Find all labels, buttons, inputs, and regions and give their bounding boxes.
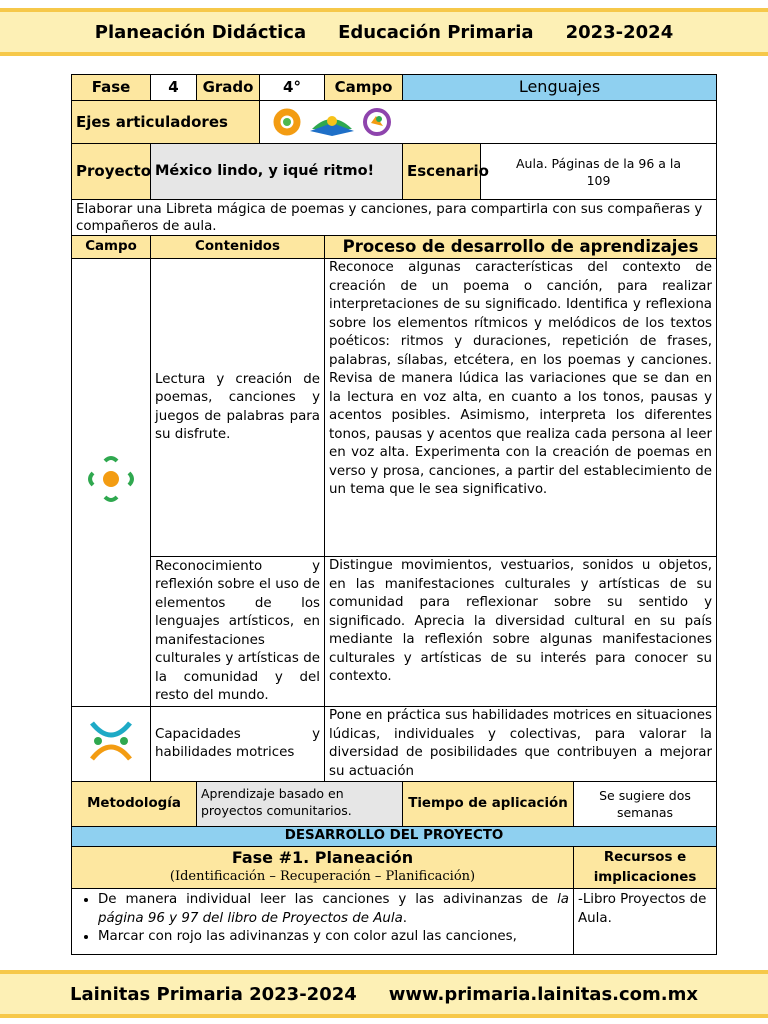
proceso-3: Pone en práctica sus habilidades motrices en situaciones lúdicas, individuales y colectivas, para valorar la diversidad de posibilidades que contribuyen a mejorar su actuación — [325, 707, 717, 782]
fase-label: Fase — [72, 75, 151, 101]
ejes-label: Ejes articuladores — [72, 101, 260, 144]
phase-activities — [72, 889, 574, 955]
activity-2: • Marcar con rojo las adivinanzas y con color azul las canciones, — [98, 928, 569, 947]
proyecto-label: Proyecto — [72, 144, 151, 200]
header-year: 2023-2024 — [565, 21, 674, 43]
contenido-3: Capacidades y habilidades motrices — [151, 707, 325, 782]
contenido-1: Lectura y creación de poemas, canciones y juegos de palabras para su disfrute. — [151, 259, 325, 557]
tiempo-value: Se sugiere dos semanas — [574, 782, 717, 827]
header-level: Educación Primaria — [338, 21, 534, 43]
grado-label: Grado — [197, 75, 260, 101]
campo-cell-2 — [72, 707, 151, 782]
tiempo-label: Tiempo de aplicación — [403, 782, 574, 827]
campo-cell — [72, 259, 151, 707]
header-title: Planeación Didáctica — [94, 21, 307, 43]
activity-1: • De manera individual leer las canciones y las adivinanzas de la página 96 y 97 del libro de Proyectos de Aula. — [98, 891, 569, 928]
campo-header: Campo — [72, 236, 151, 259]
proceso-2: Distingue movimientos, vestuarios, sonidos u objetos, en las manifestaciones culturales y artísticas de su comunidad para reflexionar sobre su sentido y significado. Aprecia la diversidad cultural en su país mediante la reflexión sobre algunas manifestaciones culturales y artísticas de su interés para conocer su contexto. — [325, 557, 717, 707]
desarrollo-title: DESARROLLO DEL PROYECTO — [72, 827, 717, 847]
contenidos-header: Contenidos — [151, 236, 325, 259]
footer-banner — [0, 970, 768, 1018]
planning-table — [71, 74, 717, 955]
objective-text: Elaborar una Libreta mágica de poemas y canciones, para compartirla con sus compañeras y compañeros de aula. — [72, 200, 717, 236]
recursos-title: Recursos e implicaciones — [574, 847, 717, 889]
escenario-value: Aula. Páginas de la 96 a la 109 — [481, 144, 717, 200]
proceso-header: Proceso de desarrollo de aprendizajes — [325, 236, 717, 259]
proyecto-value: México lindo, y iqué ritmo! — [151, 144, 403, 200]
book-icon — [308, 107, 356, 137]
contenido-2: Reconocimiento y reflexión sobre el uso de elementos de los lenguajes artísticos, en manifestaciones culturales y artísticas de la comunidad y del resto del mundo. — [151, 557, 325, 707]
grado-value: 4° — [260, 75, 325, 101]
footer-url[interactable]: www.primaria.lainitas.com.mx — [388, 983, 698, 1005]
fase-value: 4 — [151, 75, 197, 101]
globe-icon — [362, 107, 392, 137]
recursos-value: -Libro Proyectos de Aula. — [574, 889, 717, 955]
footer-title: Lainitas Primaria 2023-2024 — [70, 983, 357, 1005]
metodologia-label: Metodología — [72, 782, 197, 827]
ejes-icons — [260, 101, 717, 144]
phase-header — [72, 847, 574, 889]
phase-title: Fase #1. Planeación — [231, 848, 414, 867]
ring-icon — [272, 107, 302, 137]
escenario-label: Escenario — [403, 144, 481, 200]
motor-skills-icon — [86, 717, 136, 765]
phase-subtitle: (Identificación – Recuperación – Planificación) — [169, 868, 476, 884]
campo-label: Campo — [325, 75, 403, 101]
campo-value: Lenguajes — [403, 75, 717, 101]
lenguajes-icon — [85, 451, 137, 507]
metodologia-value: Aprendizaje basado en proyectos comunitarios. — [197, 782, 403, 827]
header-banner — [0, 8, 768, 56]
proceso-1: Reconoce algunas características del contexto de creación de un poema o canción, para realizar interpretaciones de su significado. Identifica y reflexiona sobre los elementos rítmicos y melódicos de los textos poéticos: ritmos y duraciones, repetición de frases, palabras, sílabas, etcétera, en los poemas y canciones. Revisa de manera lúdica las variaciones que se dan en la lectura en voz alta, en cuanto a los tonos, pausas y acentos posibles. Asimismo, interpreta los diferentes tonos, pausas y acentos que realiza cada persona al leer en voz alta. Experimenta con la creación de poemas en verso y prosa, canciones, a partir del establecimiento de un tema que le sea significativo. — [325, 259, 717, 557]
